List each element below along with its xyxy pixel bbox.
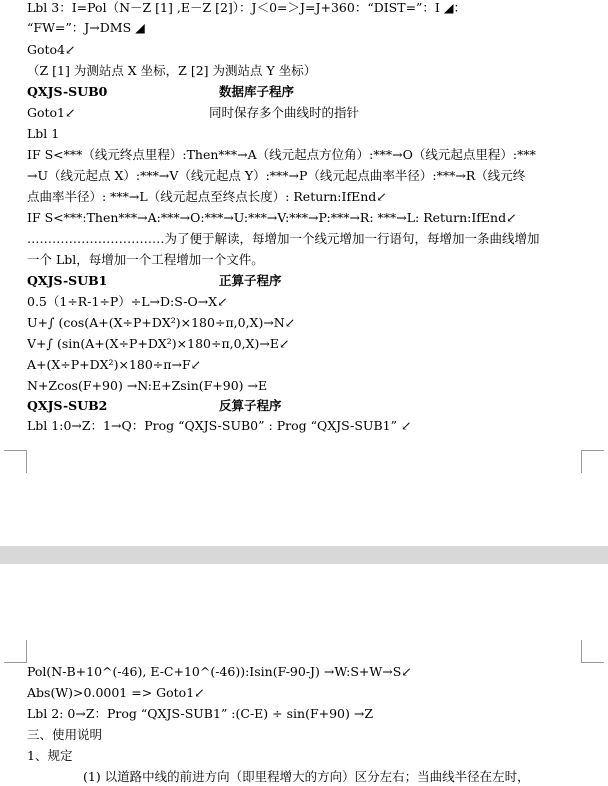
code-line: 0.5（1÷R-1÷P）÷L→D:S-O→X↙: [27, 294, 228, 309]
body-line: ……………………………为了便于解读，每增加一个线元增加一行语句，每增加一条曲线增加: [27, 231, 540, 246]
page-corner-mark: [4, 640, 27, 663]
subsection-heading: 1、规定: [27, 748, 73, 763]
program-title: 正算子程序: [219, 273, 282, 288]
body-paragraph: (1) 以道路中线的前进方向（即里程增大的方向）区分左右；当曲线半径在左时，: [83, 769, 530, 784]
section-heading: 三、使用说明: [27, 727, 103, 742]
section-header-sub0: [27, 84, 590, 100]
program-title: 数据库子程序: [219, 84, 295, 99]
document-page-2: [0, 564, 608, 786]
code-line: Lbl 1: [27, 126, 60, 141]
code-line: N+Zcos(F+90) →N:E+Zsin(F+90) →E: [27, 378, 268, 393]
page-corner-mark: [581, 640, 604, 663]
code-text: Goto1↙: [27, 105, 76, 120]
code-line: V+∫ (sin(A+(X÷P+DX²)×180÷π,0,X)→E↙: [27, 336, 290, 351]
code-line: Lbl 2: 0→Z：Prog “QXJS-SUB1” :(C-E) ÷ sin(F+90) →Z: [27, 706, 374, 721]
code-line: U+∫ (cos(A+(X÷P+DX²)×180÷π,0,X)→N↙: [27, 315, 296, 330]
section-header-sub1: [27, 273, 590, 289]
code-line: Abs(W)>0.0001 => Goto1↙: [27, 685, 205, 700]
program-title: 反算子程序: [219, 398, 282, 413]
program-name: QXJS-SUB0: [27, 84, 108, 99]
page-corner-mark: [4, 450, 27, 473]
code-line: Goto4↙: [27, 42, 76, 57]
code-line: Lbl 1:0→Z：1→Q：Prog “QXJS-SUB0” : Prog “QXJS-SUB1” ↙: [27, 418, 412, 433]
code-line: IF S<***:Then***→A:***→O:***→U:***→V:***→P:***→R: ***→L: Return:IfEnd↙: [27, 210, 517, 225]
body-line: 一个 Lbl，每增加一个工程增加一个文件。: [27, 252, 264, 267]
program-name: QXJS-SUB2: [27, 398, 108, 413]
page-gap: [0, 546, 608, 564]
code-line: IF S<***（线元终点里程）:Then***→A（线元起点方位角）:***→O（线元起点里程）:***: [27, 147, 536, 162]
program-name: QXJS-SUB1: [27, 273, 108, 288]
comment-text: 同时保存多个曲线时的指针: [209, 105, 360, 120]
code-line: 点曲率半径）: ***→L（线元起点至终点长度）: Return:IfEnd↙: [27, 189, 387, 204]
code-line: Pol(N-B+10^(-46), E-C+10^(-46)):Isin(F-90-J) →W:S+W→S↙: [27, 664, 412, 679]
page-corner-mark: [581, 450, 604, 473]
goto-line: [27, 105, 590, 121]
code-line: →U（线元起点 X）:***→V（线元起点 Y）:***→P（线元起点曲率半径）:***→R（线元终: [27, 168, 526, 183]
code-line: “FW=”：J→DMS ◢: [27, 20, 145, 35]
code-line: A+(X÷P+DX²)×180÷π→F↙: [27, 357, 202, 372]
note-line: （Z [1] 为测站点 X 坐标，Z [2] 为测站点 Y 坐标）: [27, 63, 317, 78]
code-line: Lbl 3：I=Pol（N－Z [1] ,E－Z [2]）：J＜0=＞J=J+360：“DIST=”：I ◢：: [27, 0, 466, 15]
section-header-sub2: [27, 398, 590, 414]
